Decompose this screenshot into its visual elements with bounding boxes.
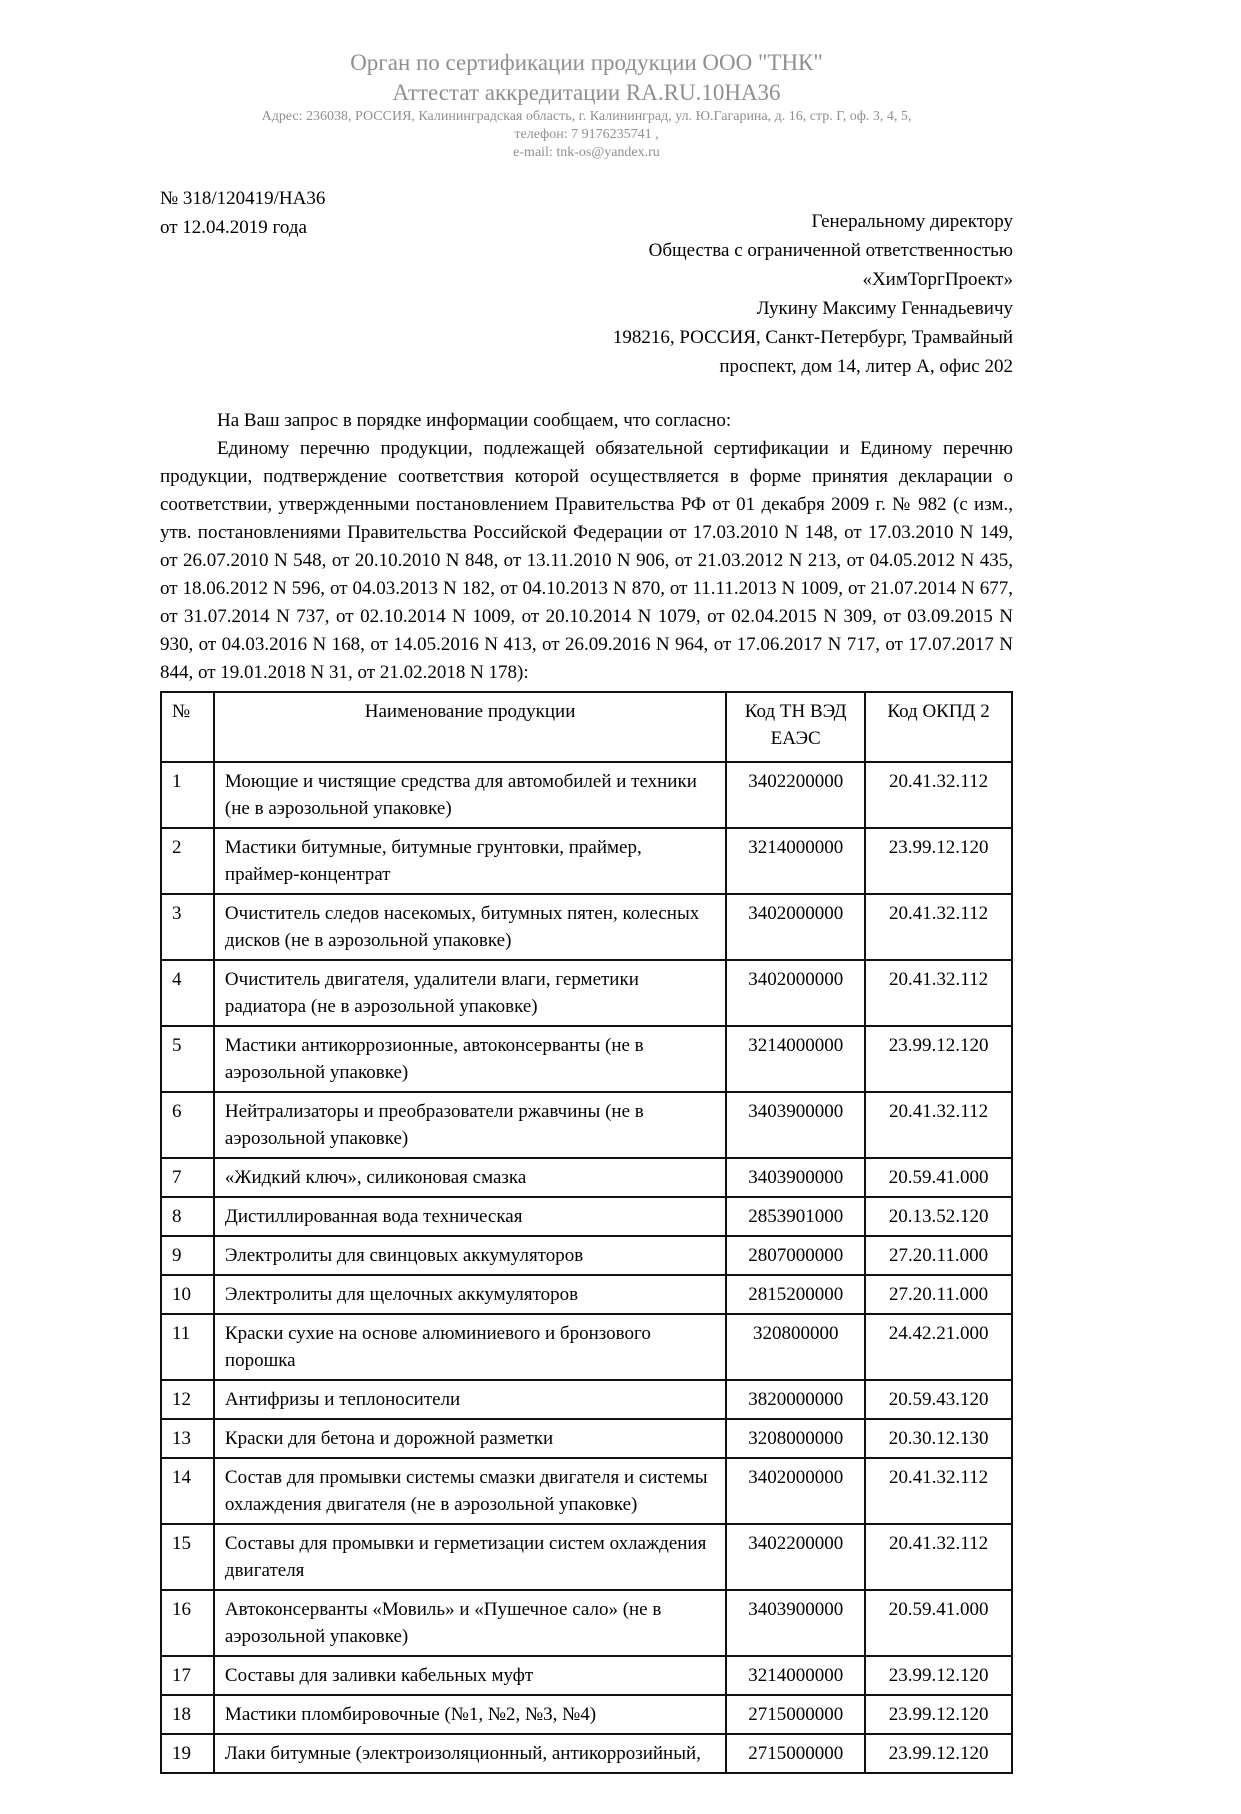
okpd-code: 27.20.11.000: [865, 1275, 1012, 1314]
table-row: [161, 1524, 1012, 1590]
product-name: Электролиты для щелочных аккумуляторов: [214, 1275, 726, 1314]
table-header-row: [161, 692, 1012, 762]
recipient-line: Общества с ограниченной ответственностью: [648, 240, 1013, 261]
tnved-code: 2807000000: [726, 1236, 865, 1275]
recipient-line: 198216, РОССИЯ, Санкт-Петербург, Трамвайный: [612, 327, 1013, 348]
table-row: [161, 1419, 1012, 1458]
product-name: Составы для заливки кабельных муфт: [214, 1656, 726, 1695]
okpd-code: 20.41.32.112: [865, 894, 1012, 960]
recipient-line: Лукину Максиму Геннадьевичу: [756, 298, 1013, 319]
header-product-name: Наименование продукции: [214, 692, 726, 762]
row-number: 12: [161, 1380, 214, 1419]
product-name: Автоконсерванты «Мовиль» и «Пушечное сало» (не в аэрозольной упаковке): [214, 1590, 726, 1656]
tnved-code: 2815200000: [726, 1275, 865, 1314]
tnved-code: 320800000: [726, 1314, 865, 1380]
row-number: 13: [161, 1419, 214, 1458]
reference-number: № 318/120419/НА36: [160, 188, 326, 209]
row-number: 7: [161, 1158, 214, 1197]
okpd-code: 23.99.12.120: [865, 1656, 1012, 1695]
product-name: Мастики битумные, битумные грунтовки, праймер, праймер-концентрат: [214, 828, 726, 894]
tnved-code: 3402000000: [726, 960, 865, 1026]
row-number: 9: [161, 1236, 214, 1275]
org-email: e-mail: tnk-os@yandex.ru: [513, 145, 660, 160]
reference-date: от 12.04.2019 года: [160, 217, 307, 238]
product-name: Краски для бетона и дорожной разметки: [214, 1419, 726, 1458]
product-name: Краски сухие на основе алюминиевого и бронзового порошка: [214, 1314, 726, 1380]
table-row: [161, 1158, 1012, 1197]
okpd-code: 20.13.52.120: [865, 1197, 1012, 1236]
tnved-code: 3403900000: [726, 1158, 865, 1197]
row-number: 2: [161, 828, 214, 894]
product-name: Лаки битумные (электроизоляционный, антикоррозийный,: [214, 1734, 726, 1773]
table-row: [161, 828, 1012, 894]
okpd-code: 20.59.43.120: [865, 1380, 1012, 1419]
product-table-body: [161, 762, 1012, 1773]
row-number: 15: [161, 1524, 214, 1590]
certification-body-name: Орган по сертификации продукции ООО "ТНК": [350, 50, 823, 75]
tnved-code: 3214000000: [726, 1656, 865, 1695]
tnved-code: 3208000000: [726, 1419, 865, 1458]
product-name: Дистиллированная вода техническая: [214, 1197, 726, 1236]
table-row: [161, 960, 1012, 1026]
table-row: [161, 1197, 1012, 1236]
tnved-code: 3214000000: [726, 1026, 865, 1092]
row-number: 4: [161, 960, 214, 1026]
product-table: [160, 691, 1013, 1774]
reference-and-recipient: [160, 184, 1013, 381]
okpd-code: 20.41.32.112: [865, 1092, 1012, 1158]
product-name: Очиститель двигателя, удалители влаги, герметики радиатора (не в аэрозольной упаковке): [214, 960, 726, 1026]
okpd-code: 20.30.12.130: [865, 1419, 1012, 1458]
okpd-code: 23.99.12.120: [865, 1695, 1012, 1734]
tnved-code: 3402000000: [726, 1458, 865, 1524]
table-row: [161, 1656, 1012, 1695]
okpd-code: 23.99.12.120: [865, 828, 1012, 894]
row-number: 19: [161, 1734, 214, 1773]
header-okpd-code: Код ОКПД 2: [865, 692, 1012, 762]
product-name: Электролиты для свинцовых аккумуляторов: [214, 1236, 726, 1275]
table-row: [161, 762, 1012, 828]
recipient-line: «ХимТоргПроект»: [862, 269, 1013, 290]
okpd-code: 27.20.11.000: [865, 1236, 1012, 1275]
tnved-code: 3402200000: [726, 1524, 865, 1590]
tnved-code: 3402200000: [726, 762, 865, 828]
table-row: [161, 1590, 1012, 1656]
product-name: Моющие и чистящие средства для автомобилей и техники (не в аэрозольной упаковке): [214, 762, 726, 828]
okpd-code: 23.99.12.120: [865, 1026, 1012, 1092]
tnved-code: 3820000000: [726, 1380, 865, 1419]
row-number: 16: [161, 1590, 214, 1656]
reference-block: [160, 184, 325, 242]
legal-paragraph: Единому перечню продукции, подлежащей обязательной сертификации и Единому перечню продукции, подтверждение соответствия которой осуществляется в форме принятия декларации о соответствии, утвержденными постановлением Правительства РФ от 01 декабря 2009 г. № 982 (с изм., утв. постановлениями Правительства Российской Федерации от 17.03.2010 N 148, от 17.03.2010 N 149, от 26.07.2010 N 548, от 20.10.2010 N 848, от 13.11.2010 N 906, от 21.03.2012 N 213, от 04.05.2012 N 435, от 18.06.2012 N 596, от 04.03.2013 N 182, от 04.10.2013 N 870, от 11.11.2013 N 1009, от 21.07.2014 N 677, от 31.07.2014 N 737, от 02.10.2014 N 1009, от 20.10.2014 N 1079, от 02.04.2015 N 309, от 03.09.2015 N 930, от 04.03.2016 N 168, от 14.05.2016 N 413, от 26.09.2016 N 964, от 17.06.2017 N 717, от 17.07.2017 N 844, от 19.01.2018 N 31, от 21.02.2018 N 178):: [160, 438, 1013, 683]
product-name: Антифризы и теплоносители: [214, 1380, 726, 1419]
row-number: 17: [161, 1656, 214, 1695]
table-row: [161, 1695, 1012, 1734]
org-address: Адрес: 236038, РОССИЯ, Калининградская область, г. Калининград, ул. Ю.Гагарина, д. 16, стр. Г, оф. 3, 4, 5,: [261, 109, 912, 124]
okpd-code: 20.41.32.112: [865, 960, 1012, 1026]
tnved-code: 3402000000: [726, 894, 865, 960]
tnved-code: 3403900000: [726, 1590, 865, 1656]
table-row: [161, 1275, 1012, 1314]
tnved-code: 2715000000: [726, 1734, 865, 1773]
row-number: 1: [161, 762, 214, 828]
product-table-header: [161, 692, 1012, 762]
tnved-code: 3403900000: [726, 1092, 865, 1158]
product-name: Составы для промывки и герметизации систем охлаждения двигателя: [214, 1524, 726, 1590]
table-row: [161, 1734, 1012, 1773]
row-number: 10: [161, 1275, 214, 1314]
recipient-line: Генеральному директору: [811, 211, 1013, 232]
tnved-code: 2853901000: [726, 1197, 865, 1236]
okpd-code: 24.42.21.000: [865, 1314, 1012, 1380]
table-row: [161, 1380, 1012, 1419]
product-name: Нейтрализаторы и преобразователи ржавчины (не в аэрозольной упаковке): [214, 1092, 726, 1158]
product-name: «Жидкий ключ», силиконовая смазка: [214, 1158, 726, 1197]
header-number: №: [161, 692, 214, 762]
row-number: 6: [161, 1092, 214, 1158]
table-row: [161, 1026, 1012, 1092]
table-row: [161, 894, 1012, 960]
product-name: Очиститель следов насекомых, битумных пятен, колесных дисков (не в аэрозольной упаковке): [214, 894, 726, 960]
okpd-code: 20.41.32.112: [865, 762, 1012, 828]
okpd-code: 20.41.32.112: [865, 1458, 1012, 1524]
product-name: Состав для промывки системы смазки двигателя и системы охлаждения двигателя (не в аэрозольной упаковке): [214, 1458, 726, 1524]
table-row: [161, 1314, 1012, 1380]
recipient-line: проспект, дом 14, литер А, офис 202: [719, 356, 1013, 377]
okpd-code: 20.59.41.000: [865, 1590, 1012, 1656]
table-row: [161, 1236, 1012, 1275]
tnved-code: 3214000000: [726, 828, 865, 894]
intro-paragraph: На Ваш запрос в порядке информации сообщаем, что согласно:: [217, 410, 732, 431]
row-number: 11: [161, 1314, 214, 1380]
product-name: Мастики антикоррозионные, автоконсерванты (не в аэрозольной упаковке): [214, 1026, 726, 1092]
org-phone: телефон: 7 9176235741 ,: [514, 127, 659, 142]
okpd-code: 20.59.41.000: [865, 1158, 1012, 1197]
okpd-code: 23.99.12.120: [865, 1734, 1012, 1773]
table-row: [161, 1092, 1012, 1158]
row-number: 18: [161, 1695, 214, 1734]
row-number: 3: [161, 894, 214, 960]
tnved-code: 2715000000: [726, 1695, 865, 1734]
row-number: 5: [161, 1026, 214, 1092]
header-tnved-code: Код ТН ВЭД ЕАЭС: [726, 692, 865, 762]
letterhead: [160, 48, 1013, 162]
accreditation-certificate: Аттестат аккредитации RA.RU.10НА36: [392, 80, 781, 105]
table-row: [161, 1458, 1012, 1524]
row-number: 8: [161, 1197, 214, 1236]
product-name: Мастики пломбировочные (№1, №2, №3, №4): [214, 1695, 726, 1734]
row-number: 14: [161, 1458, 214, 1524]
okpd-code: 20.41.32.112: [865, 1524, 1012, 1590]
